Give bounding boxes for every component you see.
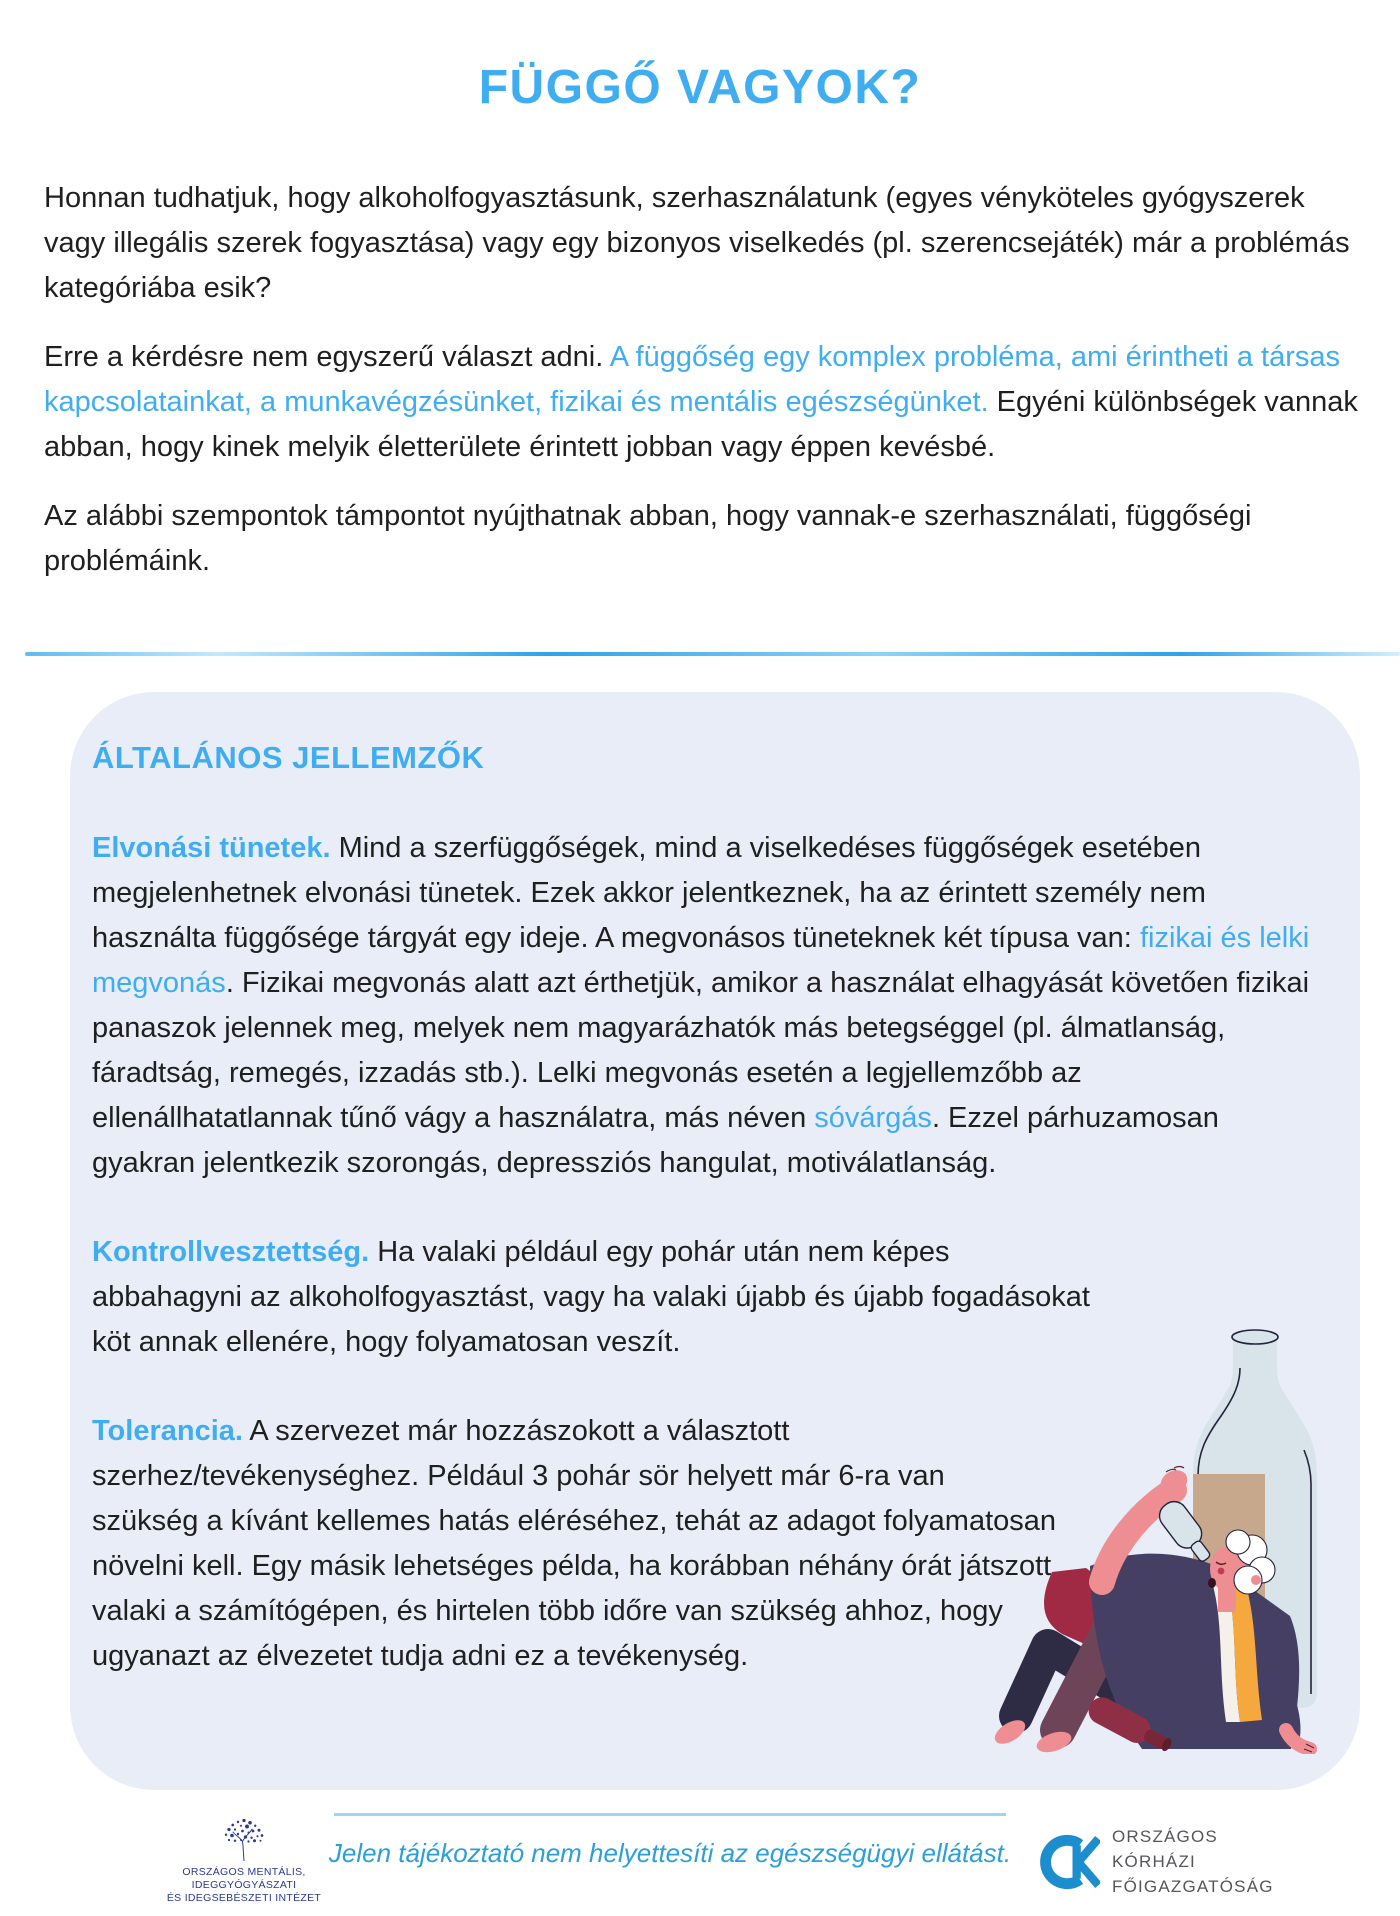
footer-divider-line: [334, 1813, 1006, 1816]
intro-paragraph-1-text: Honnan tudhatjuk, hogy alkoholfogyasztásunk, szerhasználatunk (egyes vényköteles gyógyszerek vagy illegális szerek fogyasztása) vagy egy bizonyos viselkedés (pl. szerencsejáték) már a problémás kategóriába esik?: [44, 182, 1350, 304]
section-withdrawal-text-3: . Ezzel párhuzamosan gyakran jelentkezik szorongás, depressziós hangulat, motiválatlanság.: [92, 1102, 1219, 1179]
section-loss-of-control: [92, 1230, 1092, 1365]
dotted-tree-icon: [220, 1816, 268, 1864]
intro-paragraph-2-highlight: A függőség egy komplex probléma, ami érintheti a társas kapcsolatainkat, a munkavégzésünket, fizikai és mentális egészségünket.: [44, 341, 1341, 418]
section-tolerance-lead: Tolerancia.: [92, 1415, 243, 1447]
intro-paragraph-2: [44, 335, 1364, 470]
right-institute-name-line-2: KÓRHÁZI: [1112, 1852, 1196, 1871]
section-withdrawal-text-1: Mind a szerfüggőségek, mind a viselkedéses függőségek esetében megjelenhetnek elvonási tünetek. Ezek akkor jelentkeznek, ha az érintett személy nem használta függősége tárgyát egy ideje. A megvonásos tüneteknek két típusa van:: [92, 832, 1206, 954]
section-withdrawal-text-2: . Fizikai megvonás alatt azt érthetjük, amikor a használat elhagyását követően fizikai panaszok jelennek meg, melyek nem magyarázhatók más betegséggel (pl. álmatlanság, fáradtság, remegés, izzadás stb.). Lelki megvonás esetén a legjellemzőbb az ellenállhatatlannak tűnő vágy a használatra, más néven: [92, 967, 1310, 1134]
intro-paragraph-2-text-end: Egyéni különbségek vannak abban, hogy kinek melyik életterülete érintett jobban vagy éppen kevésbé.: [44, 386, 1358, 463]
section-tolerance: [92, 1409, 1057, 1679]
intro-paragraph-3: [44, 494, 1364, 584]
drinking-person-illustration: [990, 1324, 1324, 1754]
page-title: FÜGGŐ VAGYOK?: [478, 61, 922, 114]
intro-paragraph-1: [44, 176, 1364, 311]
right-institute-name: [1112, 1824, 1274, 1899]
section-loss-of-control-text: Ha valaki például egy pohár után nem képes abbahagyni az alkoholfogyasztást, vagy ha valaki újabb és újabb fogadásokat köt annak ellenére, hogy folyamatosan veszít.: [92, 1236, 1090, 1358]
ck-monogram-icon: [1040, 1828, 1100, 1896]
section-tolerance-text: A szervezet már hozzászokott a választott szerhez/tevékenységhez. Például 3 pohár sör helyett már 6-ra van szükség a kívánt kellemes hatás eléréséhez, tehát az adagot folyamatosan növelni kell. Egy másik lehetséges példa, ha korábban néhány órát játszott valaki a számítógépen, és hirtelen több időre van szükség ahhoz, hogy ugyanazt az élvezetet tudja adni ez a tevékenység.: [92, 1415, 1057, 1672]
left-institute-name-line-2: ÉS IDEGSEBÉSZETI INTÉZET: [166, 1892, 322, 1904]
right-institute-logo: [1040, 1824, 1274, 1899]
left-institute-logo: [144, 1816, 344, 1905]
section-withdrawal-lead: Elvonási tünetek.: [92, 832, 331, 864]
general-characteristics-box: [70, 692, 1360, 1790]
section-withdrawal: [92, 826, 1324, 1186]
box-heading: ÁLTALÁNOS JELLEMZŐK: [92, 740, 485, 775]
intro-paragraph-2-text: Erre a kérdésre nem egyszerű választ adni.: [44, 341, 610, 373]
right-institute-name-line-3: FŐIGAZGATÓSÁG: [1112, 1877, 1274, 1896]
section-withdrawal-highlight-1: fizikai és lelki megvonás: [92, 922, 1310, 999]
intro-section: [44, 176, 1364, 608]
left-institute-name-line-1: ORSZÁGOS MENTÁLIS, IDEGGYÓGYÁSZATI: [182, 1866, 306, 1891]
section-divider-line: [25, 652, 1400, 656]
section-withdrawal-highlight-2: sóvárgás: [814, 1102, 932, 1134]
right-institute-name-line-1: ORSZÁGOS: [1112, 1827, 1218, 1846]
footer-disclaimer: Jelen tájékoztató nem helyettesíti az egészségügyi ellátást.: [328, 1838, 1012, 1868]
intro-paragraph-3-text: Az alábbi szempontok támpontot nyújthatnak abban, hogy vannak-e szerhasználati, függőségi problémáink.: [44, 500, 1252, 577]
section-loss-of-control-lead: Kontrollvesztettség.: [92, 1236, 370, 1268]
